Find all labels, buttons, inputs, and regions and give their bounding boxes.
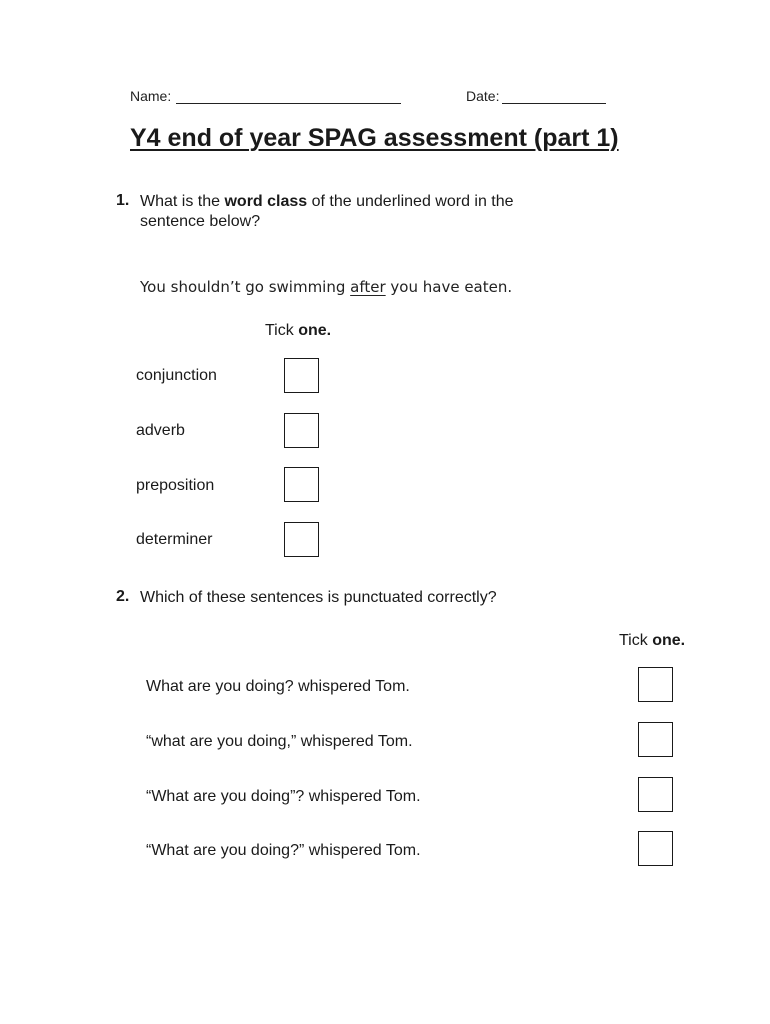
q2-option-checkbox-3[interactable]: [638, 777, 673, 812]
question-2-text: Which of these sentences is punctuated correctly?: [140, 589, 497, 606]
example-underlined-word: after: [350, 278, 386, 296]
q2-option-label: “What are you doing”? whispered Tom.: [146, 788, 421, 805]
q2-tick-bold: one.: [652, 632, 686, 649]
question-2-tick-instruction: [619, 632, 685, 650]
q2-option-checkbox-2[interactable]: [638, 722, 673, 757]
q2-option-checkbox-4[interactable]: [638, 831, 673, 866]
question-1-text: [140, 192, 580, 232]
q2-option-label: “what are you doing,” whispered Tom.: [146, 733, 413, 750]
date-field[interactable]: [502, 103, 606, 104]
q2-option-checkbox-1[interactable]: [638, 667, 673, 702]
q1-option-checkbox-conjunction[interactable]: [284, 358, 319, 393]
q1-option-label: conjunction: [136, 367, 217, 384]
q2-option-label: “What are you doing?” whispered Tom.: [146, 842, 421, 859]
question-1-tick-instruction: [265, 322, 331, 340]
q2-tick-prefix: Tick: [619, 632, 653, 649]
example-before: You shouldn’t go swimming: [140, 278, 351, 296]
q1-option-checkbox-determiner[interactable]: [284, 522, 319, 557]
example-sentence: [140, 278, 512, 296]
name-field[interactable]: [176, 103, 401, 104]
q1-tick-prefix: Tick: [265, 322, 299, 339]
q1-option-label: preposition: [136, 477, 215, 494]
question-1-text-after: of the underlined word in the sentence below?: [140, 193, 514, 230]
q1-option-label: determiner: [136, 531, 213, 548]
question-2-number: 2.: [116, 588, 130, 605]
question-1-text-before: What is the: [140, 193, 225, 210]
example-after: you have eaten.: [385, 278, 513, 296]
q1-option-checkbox-adverb[interactable]: [284, 413, 319, 448]
q1-option-checkbox-preposition[interactable]: [284, 467, 319, 502]
date-label: Date:: [466, 88, 500, 104]
q2-option-label: What are you doing? whispered Tom.: [146, 678, 410, 695]
question-1-number: 1.: [116, 192, 130, 209]
name-label: Name:: [130, 88, 172, 104]
page-title: Y4 end of year SPAG assessment (part 1): [130, 124, 619, 152]
question-1-text-bold: word class: [224, 193, 308, 210]
q1-option-label: adverb: [136, 422, 185, 439]
q1-tick-bold: one.: [298, 322, 332, 339]
